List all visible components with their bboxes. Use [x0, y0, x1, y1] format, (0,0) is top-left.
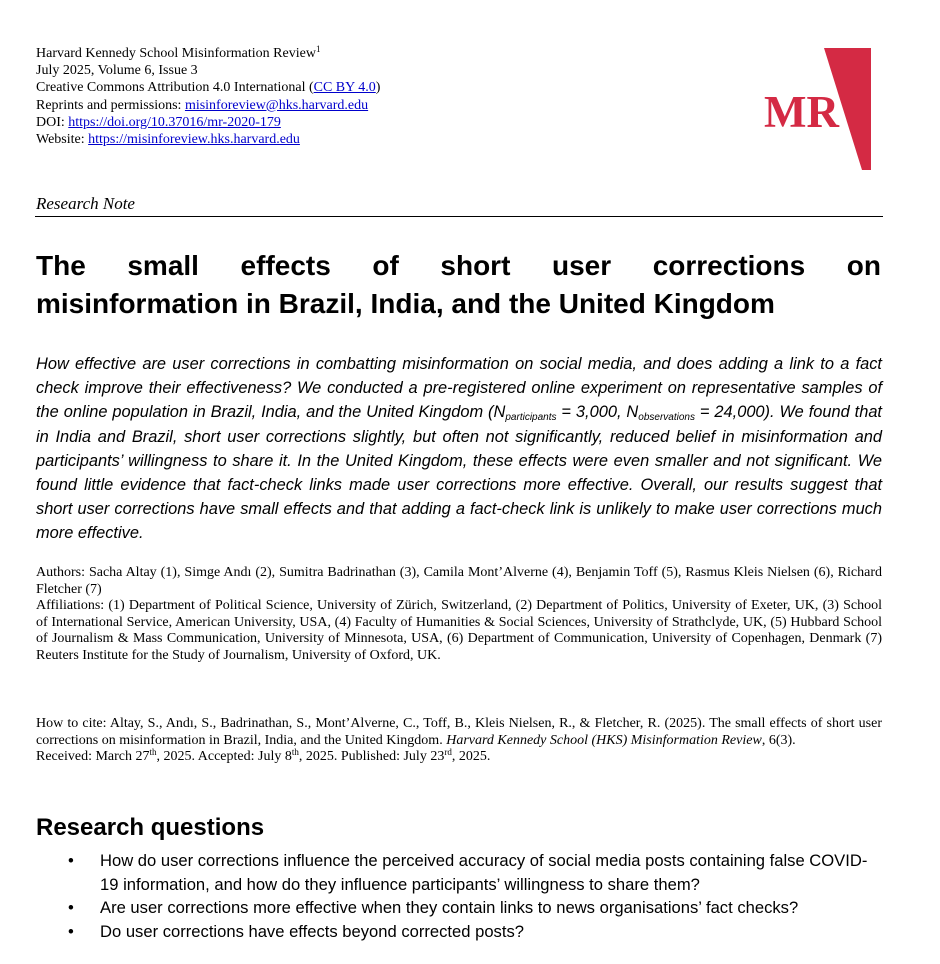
- doi-prefix: DOI:: [36, 114, 69, 130]
- received-date: Received: March 27: [36, 749, 150, 765]
- accepted-date: , 2025. Accepted: July 8: [156, 749, 292, 765]
- bullet-icon: •: [68, 921, 74, 941]
- published-year: , 2025.: [451, 749, 491, 765]
- website-prefix: Website:: [36, 132, 89, 148]
- abstract-text-3: = 24,000). We found that in India and Brazil, short user corrections slightly, but often not significantly, reduced belief in misinformation and participants’ willingness to share it. In the United Kingdom, these effects were even smaller and not significant. We found little evidence that fact-check links made user corrections more effective. Overall, our results suggest that short user corrections have small effects and that adding a fact-check link is unlikely to make user corrections much more effective.: [36, 403, 882, 543]
- reprints-prefix: Reprints and permissions:: [36, 97, 185, 113]
- abstract-text-2: = 3,000, N: [556, 403, 639, 422]
- journal-logo: [758, 48, 871, 170]
- accepted-ordinal: th: [291, 747, 299, 758]
- doi-line: [36, 114, 636, 131]
- published-ordinal: rd: [444, 747, 452, 758]
- citation-block: [36, 716, 882, 766]
- research-question-text: Do user corrections have effects beyond corrected posts?: [100, 921, 524, 941]
- license-suffix: ): [375, 80, 381, 96]
- journal-name-line: [36, 45, 636, 62]
- abstract-subscript-observations: observations: [638, 412, 695, 424]
- abstract: [36, 352, 882, 546]
- logo-text: MR: [764, 87, 839, 137]
- article-title: [36, 247, 881, 323]
- doi-link[interactable]: https://doi.org/10.37016/mr-2020-179: [68, 114, 281, 130]
- affiliations-list: Affiliations: (1) Department of Political Science, University of Zürich, Switzerland, (2) Department of Politics, University of Exeter, UK, (3) School of International Service, American University, USA, (4) Faculty of Humanities & Social Sciences, University of Strathclyde, UK, (5) Hubbard School of Journalism & Mass Communication, University of Minnesota, USA, (6) Department of Communication, University of Copenhagen, Denmark (7) Reuters Institute for the Study of Journalism, University of Oxford, UK.: [36, 598, 882, 663]
- header-divider: [35, 216, 883, 217]
- license-link[interactable]: CC BY 4.0: [313, 80, 376, 96]
- title-line-1: The small effects of short user corrections on: [36, 250, 881, 281]
- research-question-text: How do user corrections influence the perceived accuracy of social media posts containing false COVID-19 information, and how do they influence participants’ willingness to share them?: [100, 851, 868, 894]
- authors-list: Authors: Sacha Altay (1), Simge Andı (2), Sumitra Badrinathan (3), Camila Mont’Alverne (4), Benjamin Toff (5), Rasmus Kleis Nielsen (6), Richard Fletcher (7): [36, 565, 882, 597]
- abstract-text-1: How effective are user corrections in combatting misinformation on social media, and does adding a link to a fact check improve their effectiveness? We conducted a pre-registered online experiment on representative samples of the online population in Brazil, India, and the United Kingdom (N: [36, 355, 882, 422]
- citation-journal: Harvard Kennedy School (HKS) Misinformation Review: [446, 732, 762, 748]
- research-question-item: [36, 896, 882, 920]
- received-ordinal: th: [149, 747, 157, 758]
- article-type: Research Note: [36, 194, 135, 213]
- journal-name: Harvard Kennedy School Misinformation Review: [36, 46, 316, 61]
- research-question-text: Are user corrections more effective when they contain links to news organisations’ fact checks?: [100, 898, 799, 917]
- bullet-icon: •: [68, 851, 74, 870]
- research-questions-list: [36, 849, 882, 943]
- journal-metadata: [36, 45, 636, 148]
- website-line: [36, 131, 636, 148]
- citation-volume: , 6(3).: [761, 732, 796, 748]
- how-to-cite: [36, 716, 882, 749]
- title-line-2: misinformation in Brazil, India, and the United Kingdom: [36, 288, 775, 319]
- license-prefix: Creative Commons Attribution 4.0 International (: [36, 80, 314, 96]
- journal-footnote-marker: 1: [315, 44, 321, 54]
- published-date: , 2025. Published: July 23: [298, 749, 445, 765]
- abstract-subscript-participants: participants: [505, 412, 557, 424]
- publication-dates: [36, 749, 882, 766]
- research-question-item: [36, 920, 882, 944]
- reprints-email-link[interactable]: misinforeview@hks.harvard.edu: [184, 97, 369, 113]
- reprints-line: [36, 97, 636, 114]
- authors-affiliations: [36, 565, 882, 665]
- research-questions-heading: Research questions: [36, 814, 265, 841]
- issue-line: July 2025, Volume 6, Issue 3: [36, 63, 198, 79]
- bullet-icon: •: [68, 898, 74, 917]
- website-link[interactable]: https://misinforeview.hks.harvard.edu: [88, 132, 300, 148]
- research-question-item: [36, 849, 882, 896]
- citation-text: How to cite: Altay, S., Andı, S., Badrinathan, S., Mont’Alverne, C., Toff, B., Kleis Nielsen, R., & Fletcher, R. (2025). The small effects of short user corrections on misinformation in Brazil, India, and the United Kingdom.: [36, 716, 882, 748]
- license-line: [36, 79, 636, 96]
